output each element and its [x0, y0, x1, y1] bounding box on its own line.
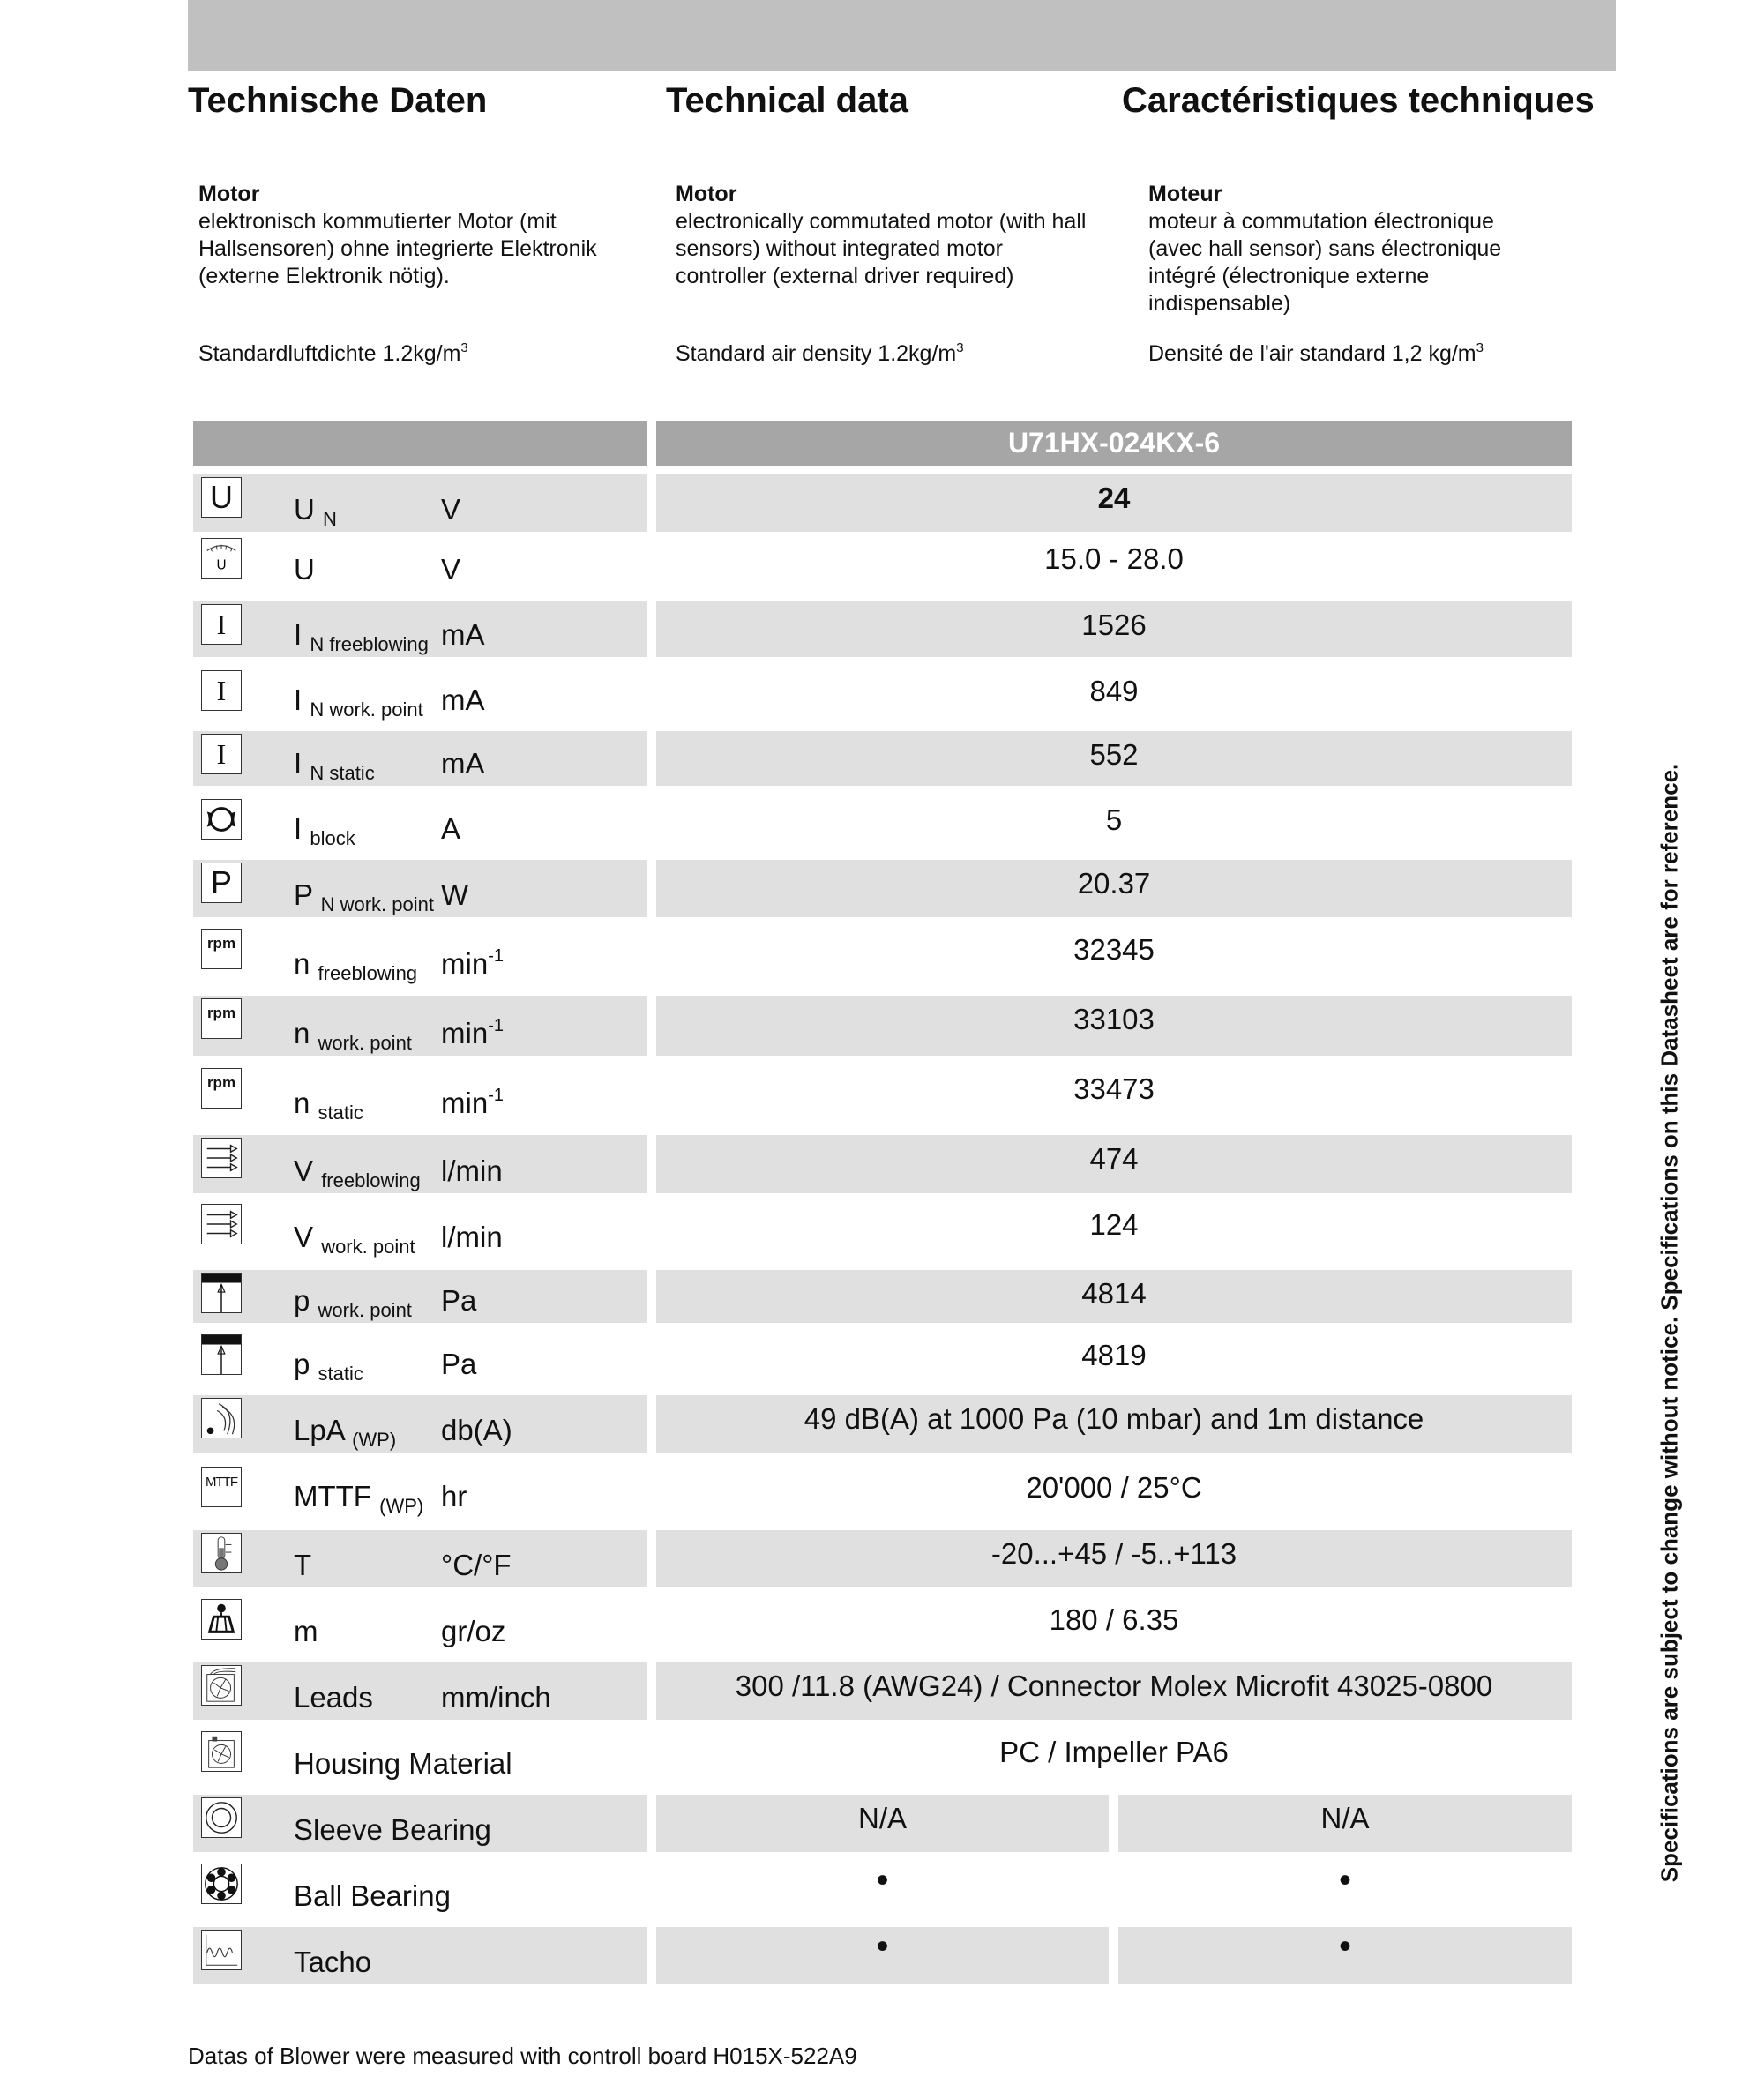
parameter-unit — [441, 1681, 551, 1714]
unit-text: mm/inch — [441, 1681, 551, 1714]
parameter-unit — [441, 1348, 476, 1381]
row-label-cell — [193, 1530, 647, 1587]
parameter-symbol — [294, 618, 429, 655]
parameter-unit — [441, 1087, 504, 1120]
parameter-symbol — [294, 1747, 512, 1781]
row-label-cell — [193, 1596, 647, 1654]
unit-exponent: -1 — [488, 1016, 504, 1035]
symbol-subscript: N freeblowing — [310, 633, 429, 655]
spec-row — [0, 1135, 1764, 1193]
row-label-cell — [193, 996, 647, 1056]
parameter-symbol — [294, 878, 434, 915]
parameter-value: -20...+45 / -5..+113 — [990, 1537, 1237, 1570]
sleeve-bearing-icon — [201, 1797, 242, 1838]
symbol-subscript: (WP) — [352, 1429, 397, 1451]
symbol-text: I — [294, 812, 303, 845]
parameter-symbol — [294, 1414, 397, 1451]
parameter-label: Tacho — [294, 1946, 372, 1978]
ball-bearing-icon — [201, 1864, 242, 1904]
parameter-value: 300 /11.8 (AWG24) / Connector Molex Microfit 43025-0800 — [735, 1669, 1493, 1702]
value-left: • — [876, 1927, 889, 1966]
symbol-text: MTTF — [294, 1480, 371, 1513]
spec-row — [0, 796, 1764, 851]
spec-row — [0, 1270, 1764, 1323]
value-left: • — [876, 1861, 889, 1900]
symbol-text: n — [294, 947, 310, 980]
footnote: Datas of Blower were measured with controll board H015X-522A9 — [188, 2043, 857, 2069]
unit-text: mA — [441, 747, 485, 780]
spec-row — [0, 731, 1764, 786]
symbol-text: I — [294, 618, 303, 651]
air-density-english-text: Standard air density 1.2kg/m — [676, 341, 957, 366]
parameter-unit — [441, 1284, 476, 1318]
unit-text: hr — [441, 1480, 467, 1513]
parameter-symbol — [294, 1480, 424, 1517]
unit-text: °C/°F — [441, 1549, 512, 1581]
row-label-cell — [193, 1065, 647, 1125]
top-banner-bar — [188, 0, 1616, 71]
symbol-subscript: work. point — [318, 1032, 412, 1054]
unit-text: gr/oz — [441, 1615, 506, 1647]
spec-row — [0, 1332, 1764, 1386]
rpm-icon: rpm — [201, 929, 242, 969]
symbol-subscript: freeblowing — [321, 1169, 421, 1191]
row-label-cell — [193, 535, 647, 592]
parameter-unit — [441, 1017, 504, 1050]
unit-text: mA — [441, 618, 485, 651]
parameter-unit — [441, 947, 504, 981]
symbol-subscript: N work. point — [310, 698, 423, 721]
blocked-rotor-icon — [201, 799, 242, 840]
voltage-range-meter-icon — [201, 538, 242, 579]
symbol-text: p — [294, 1284, 310, 1317]
spec-row — [0, 474, 1764, 532]
parameter-symbol — [294, 683, 423, 721]
parameter-symbol — [294, 1284, 412, 1321]
motor-description-english — [676, 181, 1090, 290]
symbol-text: U — [294, 493, 315, 526]
motor-description-german — [198, 181, 639, 290]
parameter-symbol — [294, 812, 355, 849]
parameter-value: 4819 — [1081, 1339, 1147, 1371]
parameter-unit — [441, 1480, 467, 1513]
parameter-symbol — [294, 1017, 412, 1054]
exponent: 3 — [956, 340, 964, 355]
row-label-cell — [193, 1662, 647, 1720]
parameter-value: 552 — [1089, 738, 1139, 771]
parameter-value: 20'000 / 25°C — [1026, 1471, 1202, 1504]
symbol-text: V — [294, 1154, 314, 1187]
spec-row-split — [0, 1861, 1764, 1918]
parameter-symbol — [294, 1154, 421, 1191]
parameter-symbol — [294, 1549, 311, 1582]
spec-row — [0, 1201, 1764, 1259]
voltage-nominal-icon: U — [201, 477, 242, 518]
parameter-unit — [441, 553, 460, 586]
symbol-subscript: N — [323, 508, 337, 530]
parameter-value: 1526 — [1081, 609, 1147, 641]
symbol-text: P — [294, 878, 313, 911]
parameter-value: 20.37 — [1077, 867, 1151, 900]
unit-text: min — [441, 947, 489, 980]
parameter-value: 24 — [1097, 482, 1131, 514]
value-right: • — [1338, 1861, 1351, 1900]
parameter-symbol — [294, 493, 337, 530]
parameter-symbol — [294, 947, 418, 984]
motor-text-german: elektronisch kommutierter Motor (mit Hallsensoren) ohne integrierte Elektronik (externe Elektronik nötig). — [198, 209, 597, 288]
unit-text: l/min — [441, 1221, 503, 1253]
exponent: 3 — [1476, 340, 1484, 355]
parameter-value: 849 — [1089, 675, 1139, 707]
symbol-subscript: N static — [310, 762, 375, 784]
value-left: N/A — [857, 1802, 907, 1834]
symbol-subscript: work. point — [321, 1236, 415, 1258]
symbol-text: LpA — [294, 1414, 344, 1446]
air-density-english — [676, 341, 964, 367]
motor-title-english: Motor — [676, 182, 737, 206]
symbol-text: V — [294, 1221, 314, 1253]
row-label-cell — [193, 1332, 647, 1386]
parameter-value: 180 / 6.35 — [1049, 1603, 1179, 1636]
unit-text: l/min — [441, 1154, 503, 1187]
parameter-unit — [441, 493, 460, 527]
value-right: • — [1338, 1927, 1351, 1966]
rpm-icon: rpm — [201, 998, 242, 1039]
spec-row — [0, 860, 1764, 917]
unit-text: min — [441, 1087, 489, 1119]
spec-row — [0, 535, 1764, 592]
symbol-subscript: static — [318, 1363, 363, 1385]
parameter-symbol — [294, 1348, 363, 1385]
side-disclaimer: Specifications are subject to change without notice. Specifications on this Datasheet are for reference. — [1656, 763, 1683, 1883]
symbol-text: I — [294, 683, 303, 716]
spec-row — [0, 1596, 1764, 1654]
symbol-text: I — [294, 747, 303, 780]
unit-text: mA — [441, 683, 485, 716]
symbol-text: m — [294, 1615, 318, 1647]
exponent: 3 — [460, 340, 468, 355]
motor-description-french — [1148, 181, 1545, 317]
motor-text-english: electronically commutated motor (with hall sensors) without integrated motor controller (external driver required) — [676, 209, 1087, 288]
current-icon: I — [201, 670, 242, 711]
parameter-value: 49 dB(A) at 1000 Pa (10 mbar) and 1m distance — [804, 1402, 1424, 1435]
parameter-unit — [441, 1615, 505, 1648]
air-density-french — [1148, 341, 1484, 367]
symbol-text: Leads — [294, 1681, 373, 1714]
table-header-model: U71HX-024KX-6 — [656, 421, 1572, 466]
parameter-unit — [441, 878, 468, 912]
pressure-icon — [201, 1273, 242, 1313]
rpm-icon: rpm — [201, 1068, 242, 1109]
row-label-cell — [193, 1201, 647, 1259]
unit-text: db(A) — [441, 1414, 512, 1446]
spec-row-split — [0, 1795, 1764, 1852]
parameter-symbol — [294, 1681, 373, 1714]
symbol-text: U — [294, 553, 315, 586]
parameter-unit — [441, 683, 485, 717]
symbol-text: Housing Material — [294, 1747, 512, 1780]
parameter-value: 15.0 - 28.0 — [1044, 542, 1184, 575]
air-density-german — [198, 341, 468, 367]
current-icon: I — [201, 604, 242, 645]
parameter-unit — [441, 1414, 512, 1447]
airflow-icon — [201, 1204, 242, 1244]
svg-text:U: U — [216, 557, 227, 573]
parameter-value: 32345 — [1073, 933, 1155, 966]
row-label-cell — [193, 731, 647, 786]
symbol-subscript: freeblowing — [318, 962, 418, 984]
spec-row — [0, 668, 1764, 722]
thermometer-icon — [201, 1533, 242, 1573]
airflow-icon — [201, 1138, 242, 1178]
spec-row — [0, 1662, 1764, 1720]
motor-text-french: moteur à commutation électronique (avec hall sensor) sans électronique intégré (électronique externe indispensable) — [1148, 209, 1502, 316]
parameter-value: 4814 — [1081, 1277, 1147, 1310]
parameter-symbol — [294, 747, 375, 784]
spec-row — [0, 1464, 1764, 1519]
heading-french: Caractéristiques techniques — [1122, 81, 1595, 120]
parameter-symbol — [294, 1221, 415, 1258]
parameter-value: 124 — [1089, 1208, 1139, 1241]
spec-row — [0, 601, 1764, 657]
symbol-text: n — [294, 1087, 310, 1119]
fan-leads-icon — [201, 1665, 242, 1706]
spec-row — [0, 1065, 1764, 1125]
parameter-value: 33473 — [1073, 1072, 1155, 1105]
row-label-cell — [193, 926, 647, 986]
unit-text: V — [441, 493, 461, 526]
unit-exponent: -1 — [488, 1086, 504, 1105]
unit-text: A — [441, 812, 461, 845]
parameter-symbol — [294, 553, 315, 586]
unit-text: W — [441, 878, 469, 911]
unit-text: Pa — [441, 1284, 477, 1317]
tacho-signal-icon — [201, 1930, 242, 1970]
parameter-unit — [441, 812, 460, 846]
parameter-value: 5 — [1105, 803, 1123, 836]
spec-row — [0, 1530, 1764, 1587]
parameter-unit — [441, 1549, 512, 1582]
parameter-label: Sleeve Bearing — [294, 1813, 491, 1846]
symbol-subscript: static — [318, 1102, 363, 1124]
row-label-cell — [193, 1395, 647, 1453]
spec-row — [0, 1395, 1764, 1453]
mttf-icon: MTTF — [201, 1467, 242, 1507]
symbol-subscript: block — [310, 827, 355, 849]
motor-title-french: Moteur — [1148, 182, 1222, 206]
parameter-value: 33103 — [1073, 1003, 1155, 1035]
spec-row — [0, 926, 1764, 986]
pressure-icon — [201, 1334, 242, 1375]
parameter-value: PC / Impeller PA6 — [999, 1736, 1229, 1768]
table-header-blank — [193, 421, 647, 466]
heading-german: Technische Daten — [188, 81, 488, 120]
current-icon: I — [201, 734, 242, 774]
row-label-cell — [193, 1270, 647, 1323]
symbol-subscript: (WP) — [379, 1495, 424, 1517]
spec-row — [0, 1729, 1764, 1786]
parameter-unit — [441, 747, 485, 781]
symbol-text: p — [294, 1348, 310, 1380]
row-label-cell — [193, 474, 647, 532]
heading-english: Technical data — [666, 81, 908, 120]
parameter-value: 474 — [1089, 1142, 1139, 1175]
parameter-label: Ball Bearing — [294, 1879, 451, 1912]
unit-text: min — [441, 1017, 489, 1050]
parameter-unit — [441, 1221, 503, 1254]
parameter-unit — [441, 1154, 503, 1188]
spec-row — [0, 996, 1764, 1056]
fan-housing-icon — [201, 1731, 242, 1772]
row-label-cell — [193, 1927, 647, 1984]
value-right: N/A — [1320, 1802, 1370, 1834]
symbol-text: T — [294, 1549, 312, 1581]
motor-title-german: Motor — [198, 182, 260, 206]
symbol-text: n — [294, 1017, 310, 1050]
parameter-symbol — [294, 1087, 363, 1124]
air-density-german-text: Standardluftdichte 1.2kg/m — [198, 341, 461, 366]
unit-exponent: -1 — [488, 946, 504, 966]
unit-text: Pa — [441, 1348, 477, 1380]
power-icon: P — [201, 863, 242, 903]
row-label-cell — [193, 796, 647, 851]
parameter-symbol — [294, 1615, 318, 1648]
spec-row-split — [0, 1927, 1764, 1984]
noise-icon — [201, 1398, 242, 1438]
air-density-french-text: Densité de l'air standard 1,2 kg/m — [1148, 341, 1476, 366]
parameter-unit — [441, 618, 485, 652]
weight-scale-icon — [201, 1599, 242, 1640]
symbol-subscript: N work. point — [320, 893, 434, 915]
unit-text: V — [441, 553, 461, 586]
symbol-subscript: work. point — [318, 1299, 412, 1321]
